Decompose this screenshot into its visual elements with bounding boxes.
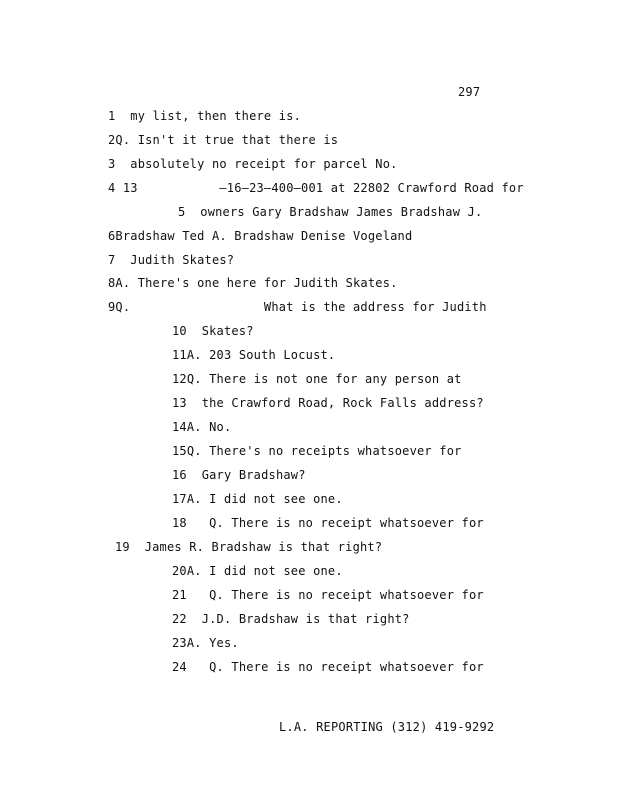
transcript-line-11: 11A. 203 South Locust. bbox=[172, 348, 336, 362]
transcript-line-13: 13 the Crawford Road, Rock Falls address? bbox=[172, 396, 484, 410]
transcript-line-20: 20A. I did not see one. bbox=[172, 564, 343, 578]
transcript-line-15: 15Q. There's no receipts whatsoever for bbox=[172, 444, 462, 458]
transcript-line-10: 10 Skates? bbox=[172, 324, 254, 338]
transcript-line-18: 18 Q. There is no receipt whatsoever for bbox=[172, 516, 484, 530]
transcript-line-21: 21 Q. There is no receipt whatsoever for bbox=[172, 588, 484, 602]
transcript-line-9: 9Q. What is the address for Judith bbox=[108, 300, 487, 314]
transcript-line-23: 23A. Yes. bbox=[172, 636, 239, 650]
page-number: 297 bbox=[458, 85, 481, 99]
transcript-line-19: 19 James R. Bradshaw is that right? bbox=[115, 540, 383, 554]
transcript-line-4: 4 13 –16–23–400–001 at 22802 Crawford Road for bbox=[108, 181, 524, 195]
transcript-line-7: 7 Judith Skates? bbox=[108, 253, 235, 267]
transcript-line-6: 6Bradshaw Ted A. Bradshaw Denise Vogeland bbox=[108, 229, 413, 243]
transcript-line-17: 17A. I did not see one. bbox=[172, 492, 343, 506]
transcript-line-5: 5 owners Gary Bradshaw James Bradshaw J. bbox=[178, 205, 483, 219]
transcript-line-24: 24 Q. There is no receipt whatsoever for bbox=[172, 660, 484, 674]
transcript-line-22: 22 J.D. Bradshaw is that right? bbox=[172, 612, 410, 626]
transcript-line-8: 8A. There's one here for Judith Skates. bbox=[108, 276, 398, 290]
transcript-line-14: 14A. No. bbox=[172, 420, 232, 434]
transcript-line-16: 16 Gary Bradshaw? bbox=[172, 468, 306, 482]
transcript-line-3: 3 absolutely no receipt for parcel No. bbox=[108, 157, 398, 171]
reporter-footer: L.A. REPORTING (312) 419-9292 bbox=[279, 720, 495, 734]
transcript-line-1: 1 my list, then there is. bbox=[108, 109, 302, 123]
transcript-line-12: 12Q. There is not one for any person at bbox=[172, 372, 462, 386]
transcript-line-2: 2Q. Isn't it true that there is bbox=[108, 133, 339, 147]
